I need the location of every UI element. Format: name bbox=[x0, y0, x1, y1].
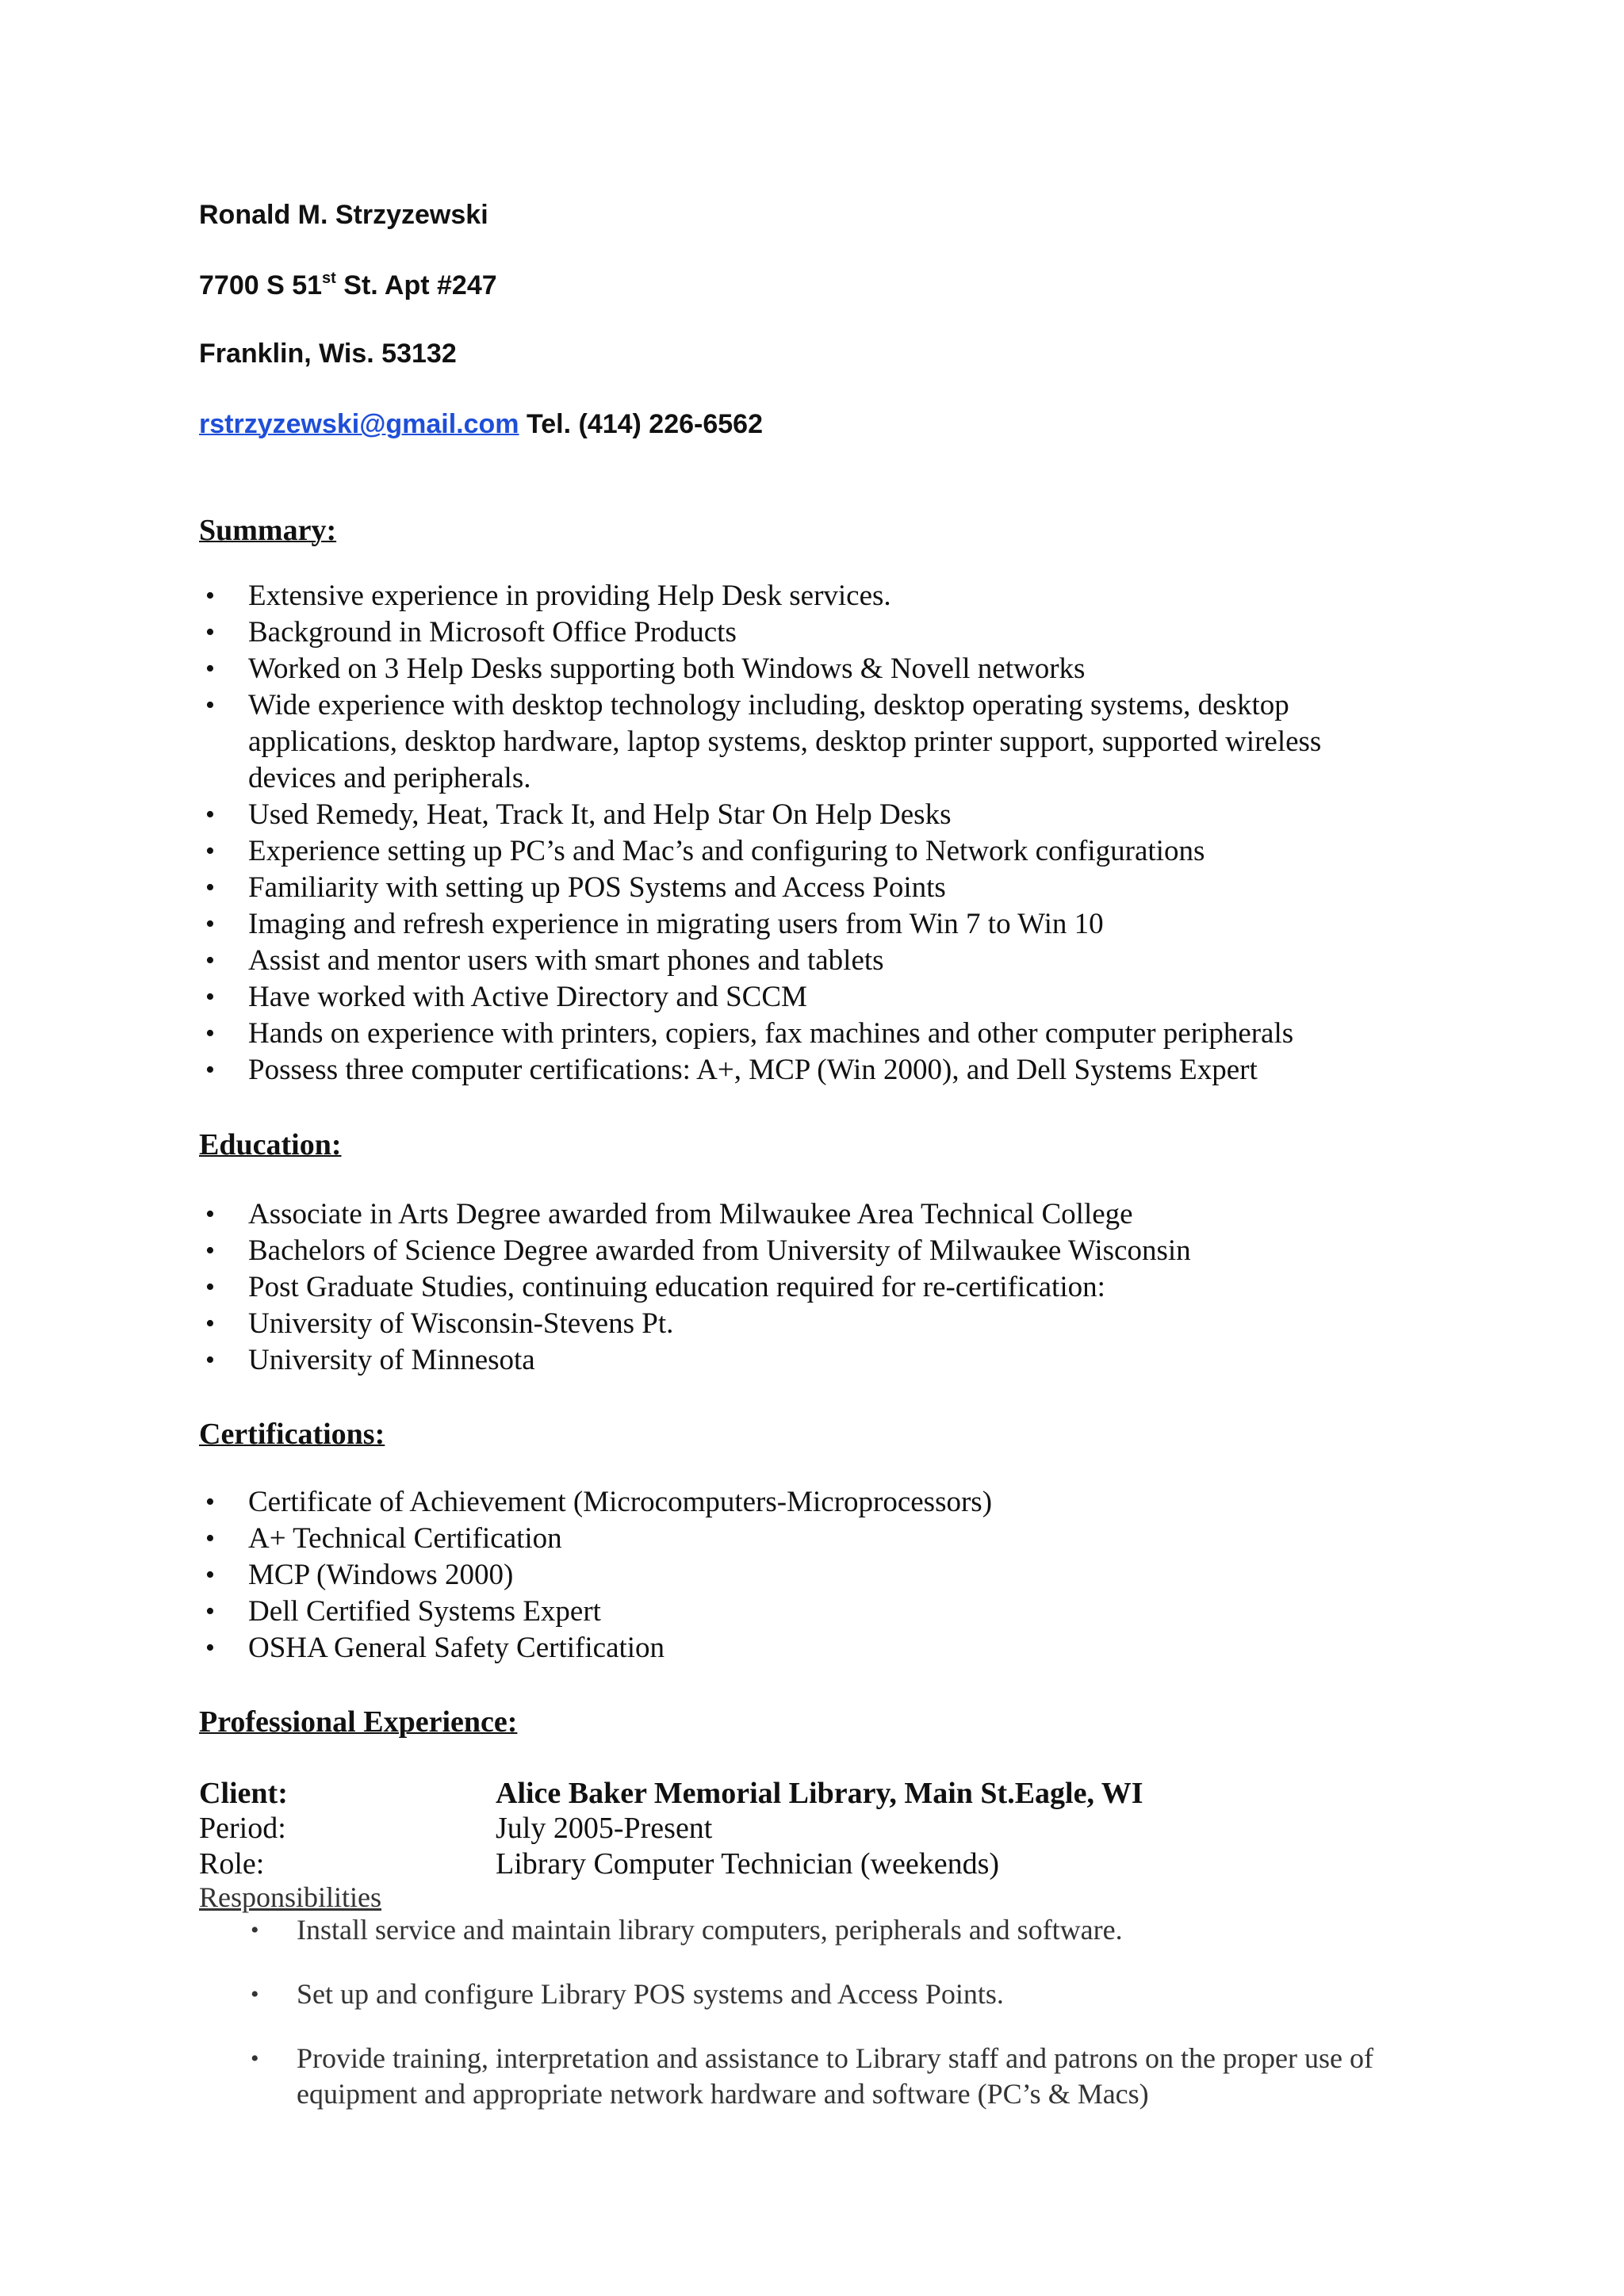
address-number: 7700 S 51 bbox=[199, 270, 323, 300]
applicant-name: Ronald M. Strzyzewski bbox=[199, 200, 488, 230]
email-link[interactable]: rstrzyzewski@gmail.com bbox=[199, 409, 519, 439]
client-row bbox=[199, 1778, 1143, 1808]
list-item: • Worked on 3 Help Desks supporting both Windows & Novell networks bbox=[199, 651, 1468, 687]
list-item: • Associate in Arts Degree awarded from Milwaukee Area Technical College bbox=[199, 1196, 1468, 1233]
list-item: • Certificate of Achievement (Microcomputers-Microprocessors) bbox=[199, 1484, 1468, 1521]
list-item: • Used Remedy, Heat, Track It, and Help Star On Help Desks bbox=[199, 797, 1468, 833]
list-item: • OSHA General Safety Certification bbox=[199, 1630, 1468, 1667]
period-label: Period: bbox=[199, 1812, 286, 1845]
experience-heading: Professional Experience: bbox=[199, 1705, 518, 1739]
list-item: • Set up and configure Library POS systems and Access Points. bbox=[246, 1976, 1467, 2012]
address-street: St. Apt #247 bbox=[335, 270, 497, 300]
list-item: • Dell Certified Systems Expert bbox=[199, 1594, 1468, 1630]
client-value: Alice Baker Memorial Library, Main St.Eagle, WI bbox=[496, 1777, 1143, 1810]
client-label: Client: bbox=[199, 1777, 288, 1810]
phone-number: Tel. (414) 226-6562 bbox=[527, 409, 763, 439]
responsibilities-list bbox=[246, 1912, 1467, 2141]
role-value: Library Computer Technician (weekends) bbox=[496, 1847, 1000, 1881]
list-item: • Bachelors of Science Degree awarded from University of Milwaukee Wisconsin bbox=[199, 1233, 1468, 1269]
list-item: • MCP (Windows 2000) bbox=[199, 1557, 1468, 1594]
list-item: • Hands on experience with printers, copiers, fax machines and other computer peripherals bbox=[199, 1016, 1468, 1052]
list-item: • Background in Microsoft Office Products bbox=[199, 614, 1468, 651]
education-list bbox=[199, 1196, 1468, 1379]
list-item: • Extensive experience in providing Help Desk services. bbox=[199, 578, 1468, 614]
certifications-heading: Certifications: bbox=[199, 1418, 385, 1451]
period-row bbox=[199, 1813, 712, 1843]
list-item: • A+ Technical Certification bbox=[199, 1521, 1468, 1557]
role-label: Role: bbox=[199, 1847, 265, 1881]
address-superscript: st bbox=[322, 270, 336, 287]
street-address bbox=[199, 270, 497, 299]
list-item: • University of Minnesota bbox=[199, 1342, 1468, 1379]
period-value: July 2005-Present bbox=[496, 1812, 713, 1845]
list-item: • Install service and maintain library computers, peripherals and software. bbox=[246, 1912, 1467, 1948]
list-item: • Provide training, interpretation and assistance to Library staff and patrons on the proper use of equipment and appropriate network hardware and software (PC’s & Macs) bbox=[246, 2041, 1467, 2112]
summary-heading: Summary: bbox=[199, 514, 337, 547]
contact-line bbox=[199, 411, 763, 438]
list-item: • Have worked with Active Directory and SCCM bbox=[199, 979, 1468, 1016]
responsibilities-label: Responsibilities bbox=[199, 1881, 382, 1913]
education-heading: Education: bbox=[199, 1128, 342, 1161]
list-item: • Wide experience with desktop technology including, desktop operating systems, desktop applications, desktop hardware, laptop systems, desktop printer support, supported wireless devices and peripherals. bbox=[199, 687, 1414, 797]
list-item: • Possess three computer certifications: A+, MCP (Win 2000), and Dell Systems Expert bbox=[199, 1052, 1468, 1089]
list-item: • Post Graduate Studies, continuing education required for re-certification: bbox=[199, 1269, 1468, 1306]
summary-list bbox=[199, 578, 1468, 1089]
list-item: • Assist and mentor users with smart phones and tablets bbox=[199, 943, 1468, 979]
certifications-list bbox=[199, 1484, 1468, 1667]
role-row bbox=[199, 1849, 999, 1879]
list-item: • Experience setting up PC’s and Mac’s and configuring to Network configurations bbox=[199, 833, 1468, 870]
city-state-zip: Franklin, Wis. 53132 bbox=[199, 339, 457, 369]
list-item: • University of Wisconsin-Stevens Pt. bbox=[199, 1306, 1468, 1342]
list-item: • Familiarity with setting up POS Systems and Access Points bbox=[199, 870, 1468, 906]
list-item: • Imaging and refresh experience in migrating users from Win 7 to Win 10 bbox=[199, 906, 1468, 943]
